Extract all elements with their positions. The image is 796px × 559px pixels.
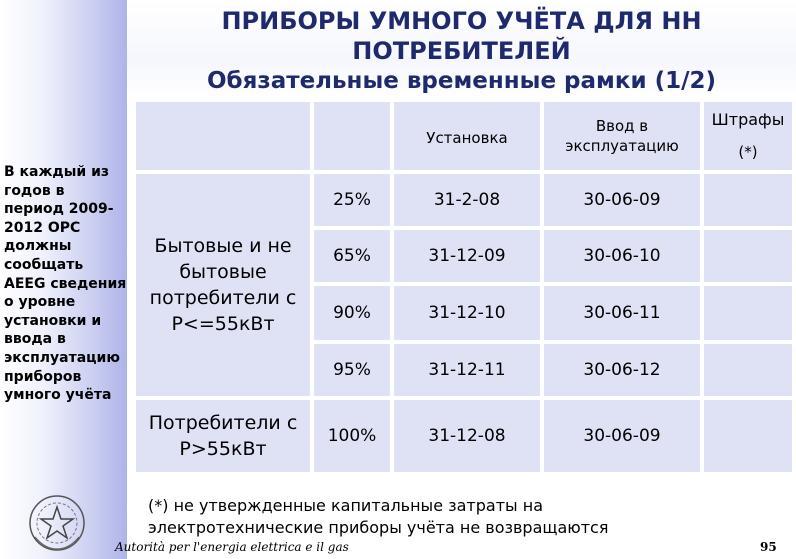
row-1-share: 25% (312, 172, 392, 228)
row-4-share: 95% (312, 342, 392, 398)
title-line-2: ПОТРЕБИТЕЛЕЙ (352, 37, 571, 65)
row-5-commission: 30-06-09 (542, 398, 702, 474)
row-4-commission: 30-06-12 (542, 342, 702, 398)
row-4-install: 31-12-11 (392, 342, 542, 398)
fines-label: Штрафы (711, 110, 785, 129)
row-4-fines (702, 342, 794, 398)
row-5-fines (702, 398, 794, 474)
row-3-fines (702, 284, 794, 342)
footer-authority: Autorità per l'energia elettrica e il gas (115, 540, 349, 554)
emblem-star-icon (27, 493, 87, 553)
row-2-share: 65% (312, 228, 392, 284)
row-1-install: 31-2-08 (392, 172, 542, 228)
row-5-install: 31-12-08 (392, 398, 542, 474)
row-5-share: 100% (312, 398, 392, 474)
header-fines (702, 100, 794, 172)
row-2-install: 31-12-09 (392, 228, 542, 284)
row-3-install: 31-12-10 (392, 284, 542, 342)
row-1-commission: 30-06-09 (542, 172, 702, 228)
category-small-consumers: Бытовые и не бытовые потребители с P<=55кВт (134, 172, 312, 398)
page-number: 95 (760, 540, 777, 554)
category-large-consumers: Потребители с P>55кВт (134, 398, 312, 474)
side-note: В каждый из годов в период 2009-2012 ОРС должны сообщать AEEG сведения о уровне установки и ввода в эксплуатацию приборов умного учёта (4, 164, 127, 404)
header-share-cell (312, 100, 392, 172)
footnote: (*) не утвержденные капитальные затраты на электротехнические приборы учёта не возвращаются (148, 496, 609, 537)
header-empty-cell (134, 100, 312, 172)
row-2-fines (702, 228, 794, 284)
row-3-share: 90% (312, 284, 392, 342)
row-1-fines (702, 172, 794, 228)
row-2-commission: 30-06-10 (542, 228, 702, 284)
row-3-commission: 30-06-11 (542, 284, 702, 342)
title-line-3: Обязательные временные рамки (1/2) (206, 68, 717, 94)
header-installation: Установка (392, 100, 542, 172)
header-commissioning: Ввод в эксплуатацию (542, 100, 702, 172)
fines-note: (*) (738, 143, 758, 161)
title-line-1: ПРИБОРЫ УМНОГО УЧЁТА ДЛЯ НН (221, 7, 702, 35)
slide-title (127, 6, 796, 96)
